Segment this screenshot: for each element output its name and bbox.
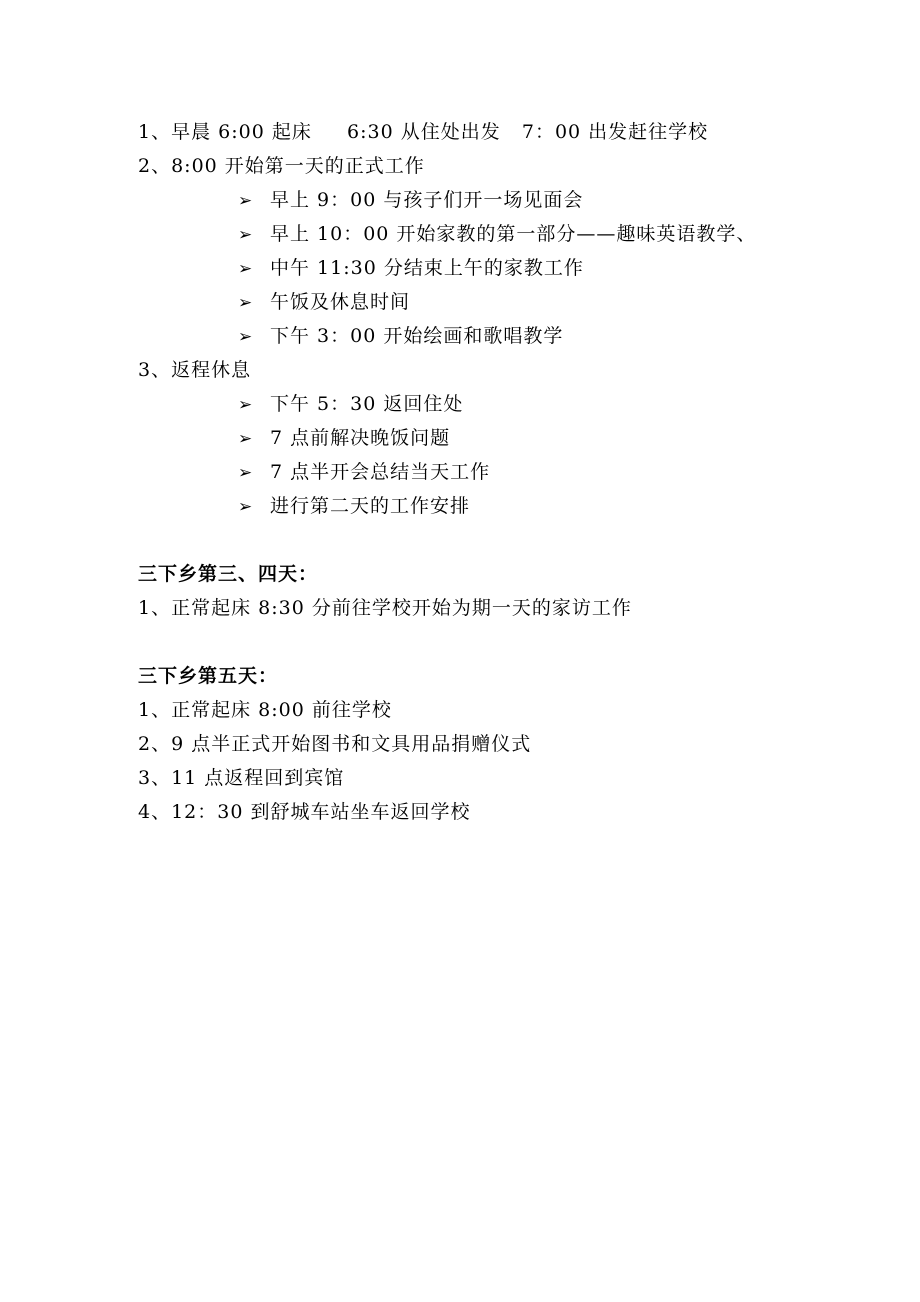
sub-item bbox=[238, 494, 470, 519]
sub-item bbox=[238, 290, 410, 315]
schedule-item-1: 1、正常起床 8:30 分前往学校开始为期一天的家访工作 bbox=[138, 597, 632, 619]
arrow-bullet-icon: ➢ bbox=[238, 225, 254, 245]
schedule-item-4: 4、12：30 到舒城车站坐车返回学校 bbox=[138, 801, 471, 823]
sub-item bbox=[238, 256, 584, 281]
schedule-item-1: 1、正常起床 8:00 前往学校 bbox=[138, 699, 392, 721]
sub-item bbox=[238, 222, 756, 247]
schedule-item-2: 2、9 点半正式开始图书和文具用品捐赠仪式 bbox=[138, 733, 532, 755]
sub-item bbox=[238, 188, 583, 213]
sub-item-text: 7 点前解决晚饭问题 bbox=[270, 427, 451, 449]
schedule-item-3: 3、11 点返程回到宾馆 bbox=[138, 767, 345, 789]
sub-item-text: 午饭及休息时间 bbox=[270, 291, 411, 313]
schedule-item-2: 2、8:00 开始第一天的正式工作 bbox=[138, 155, 425, 177]
section-heading-day3-4: 三下乡第三、四天： bbox=[138, 563, 319, 585]
sub-item bbox=[238, 460, 490, 485]
schedule-item-1: 1、早晨 6:00 起床 6:30 从住处出发 7：00 出发赶往学校 bbox=[138, 121, 709, 143]
section-heading-day5: 三下乡第五天： bbox=[138, 665, 279, 687]
sub-item-text: 下午 3：00 开始绘画和歌唱教学 bbox=[270, 325, 564, 347]
arrow-bullet-icon: ➢ bbox=[238, 191, 254, 211]
arrow-bullet-icon: ➢ bbox=[238, 463, 254, 483]
sub-item bbox=[238, 426, 450, 451]
arrow-bullet-icon: ➢ bbox=[238, 259, 254, 279]
sub-item-text: 早上 10：00 开始家教的第一部分——趣味英语教学、 bbox=[270, 223, 757, 245]
sub-item-text: 下午 5：30 返回住处 bbox=[270, 393, 464, 415]
arrow-bullet-icon: ➢ bbox=[238, 395, 254, 415]
sub-item-text: 中午 11:30 分结束上午的家教工作 bbox=[270, 257, 584, 279]
arrow-bullet-icon: ➢ bbox=[238, 429, 254, 449]
arrow-bullet-icon: ➢ bbox=[238, 497, 254, 517]
sub-item bbox=[238, 392, 463, 417]
sub-item-text: 进行第二天的工作安排 bbox=[270, 495, 471, 517]
sub-item bbox=[238, 324, 563, 349]
arrow-bullet-icon: ➢ bbox=[238, 327, 254, 347]
sub-item-text: 7 点半开会总结当天工作 bbox=[270, 461, 491, 483]
schedule-item-3: 3、返程休息 bbox=[138, 359, 252, 381]
arrow-bullet-icon: ➢ bbox=[238, 293, 254, 313]
sub-item-text: 早上 9：00 与孩子们开一场见面会 bbox=[270, 189, 584, 211]
